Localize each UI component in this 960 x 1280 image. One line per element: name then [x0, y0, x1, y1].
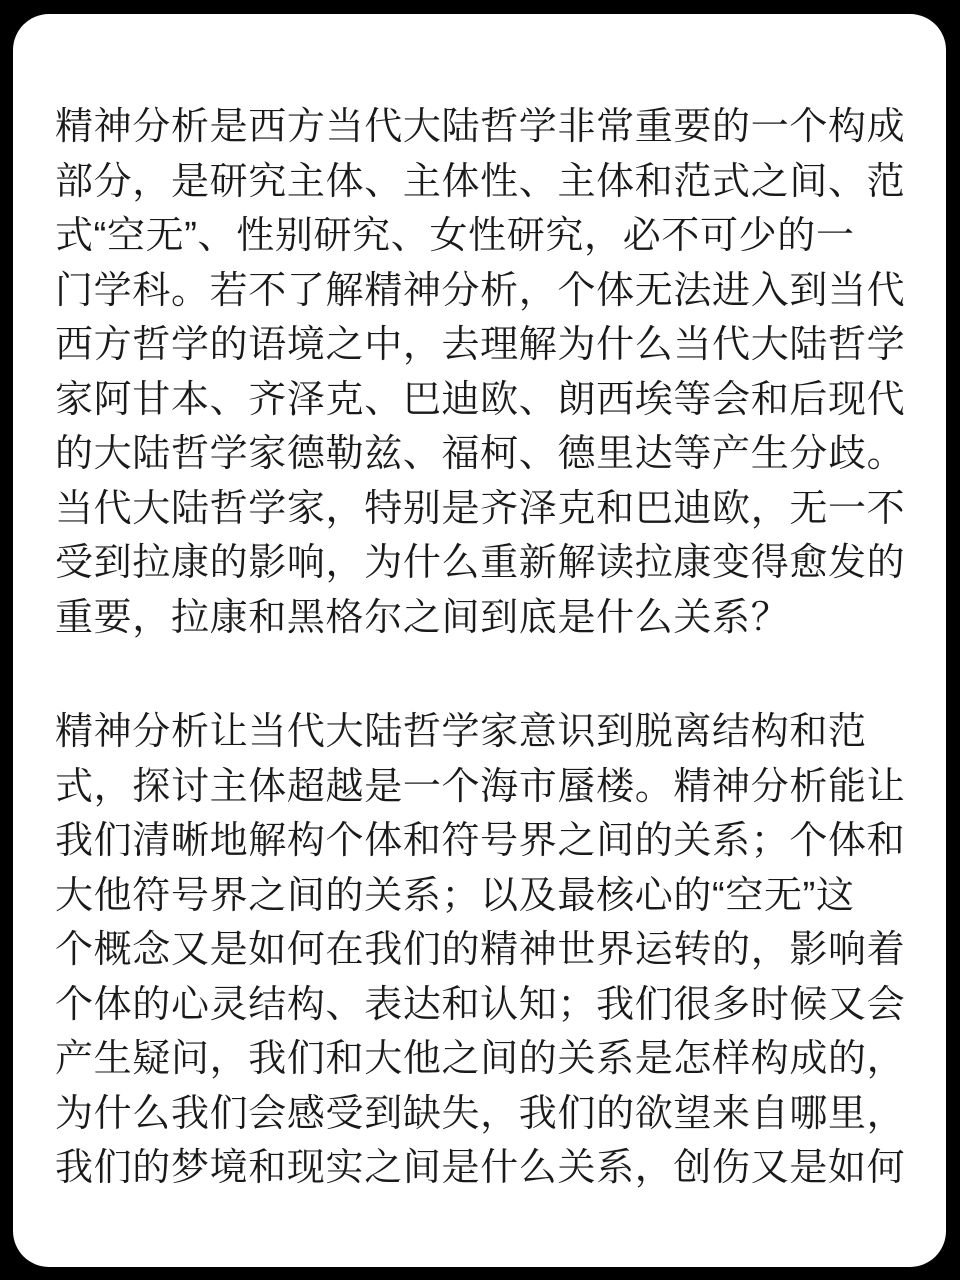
text-line: 家阿甘本、齐泽克、巴迪欧、朗西埃等会和后现代	[55, 378, 906, 421]
text-line: 我们清晰地解构个体和符号界之间的关系；个体和	[55, 820, 906, 862]
page-card	[13, 14, 946, 1267]
text-line: 个概念又是如何在我们的精神世界运转的，影响着	[55, 929, 906, 971]
text-line: 式，探讨主体超越是一个海市蜃楼。精神分析能让	[55, 765, 906, 808]
text-line: 大他符号界之间的关系；以及最核心的“空无”这	[55, 874, 855, 917]
text-line: 精神分析让当代大陆哲学家意识到脱离结构和范	[55, 711, 867, 753]
text-line: 部分，是研究主体、主体性、主体和范式之间、范	[55, 160, 906, 203]
text-line: 产生疑问，我们和大他之间的关系是怎样构成的，	[55, 1038, 906, 1080]
text-line: 式“空无”、性别研究、女性研究，必不可少的一	[55, 215, 855, 257]
text-line: 我们的梦境和现实之间是什么关系，创伤又是如何	[55, 1147, 906, 1189]
text-line: 门学科。若不了解精神分析，个体无法进入到当代	[55, 269, 906, 312]
text-line: 西方哲学的语境之中，去理解为什么当代大陆哲学	[55, 324, 906, 366]
article-text	[13, 14, 946, 1196]
text-line: 个体的心灵结构、表达和认知；我们很多时候又会	[55, 983, 906, 1026]
text-line: 受到拉康的影响，为什么重新解读拉康变得愈发的	[55, 542, 906, 584]
text-line: 的大陆哲学家德勒兹、福柯、德里达等产生分歧。	[55, 433, 906, 475]
paragraph	[55, 100, 905, 645]
text-line: 精神分析是西方当代大陆哲学非常重要的一个构成	[55, 106, 906, 148]
paragraph	[55, 705, 905, 1196]
text-line: 重要，拉康和黑格尔之间到底是什么关系？	[55, 596, 790, 639]
text-line: 当代大陆哲学家，特别是齐泽克和巴迪欧，无一不	[55, 487, 906, 530]
text-line: 为什么我们会感受到缺失，我们的欲望来自哪里，	[55, 1092, 906, 1135]
